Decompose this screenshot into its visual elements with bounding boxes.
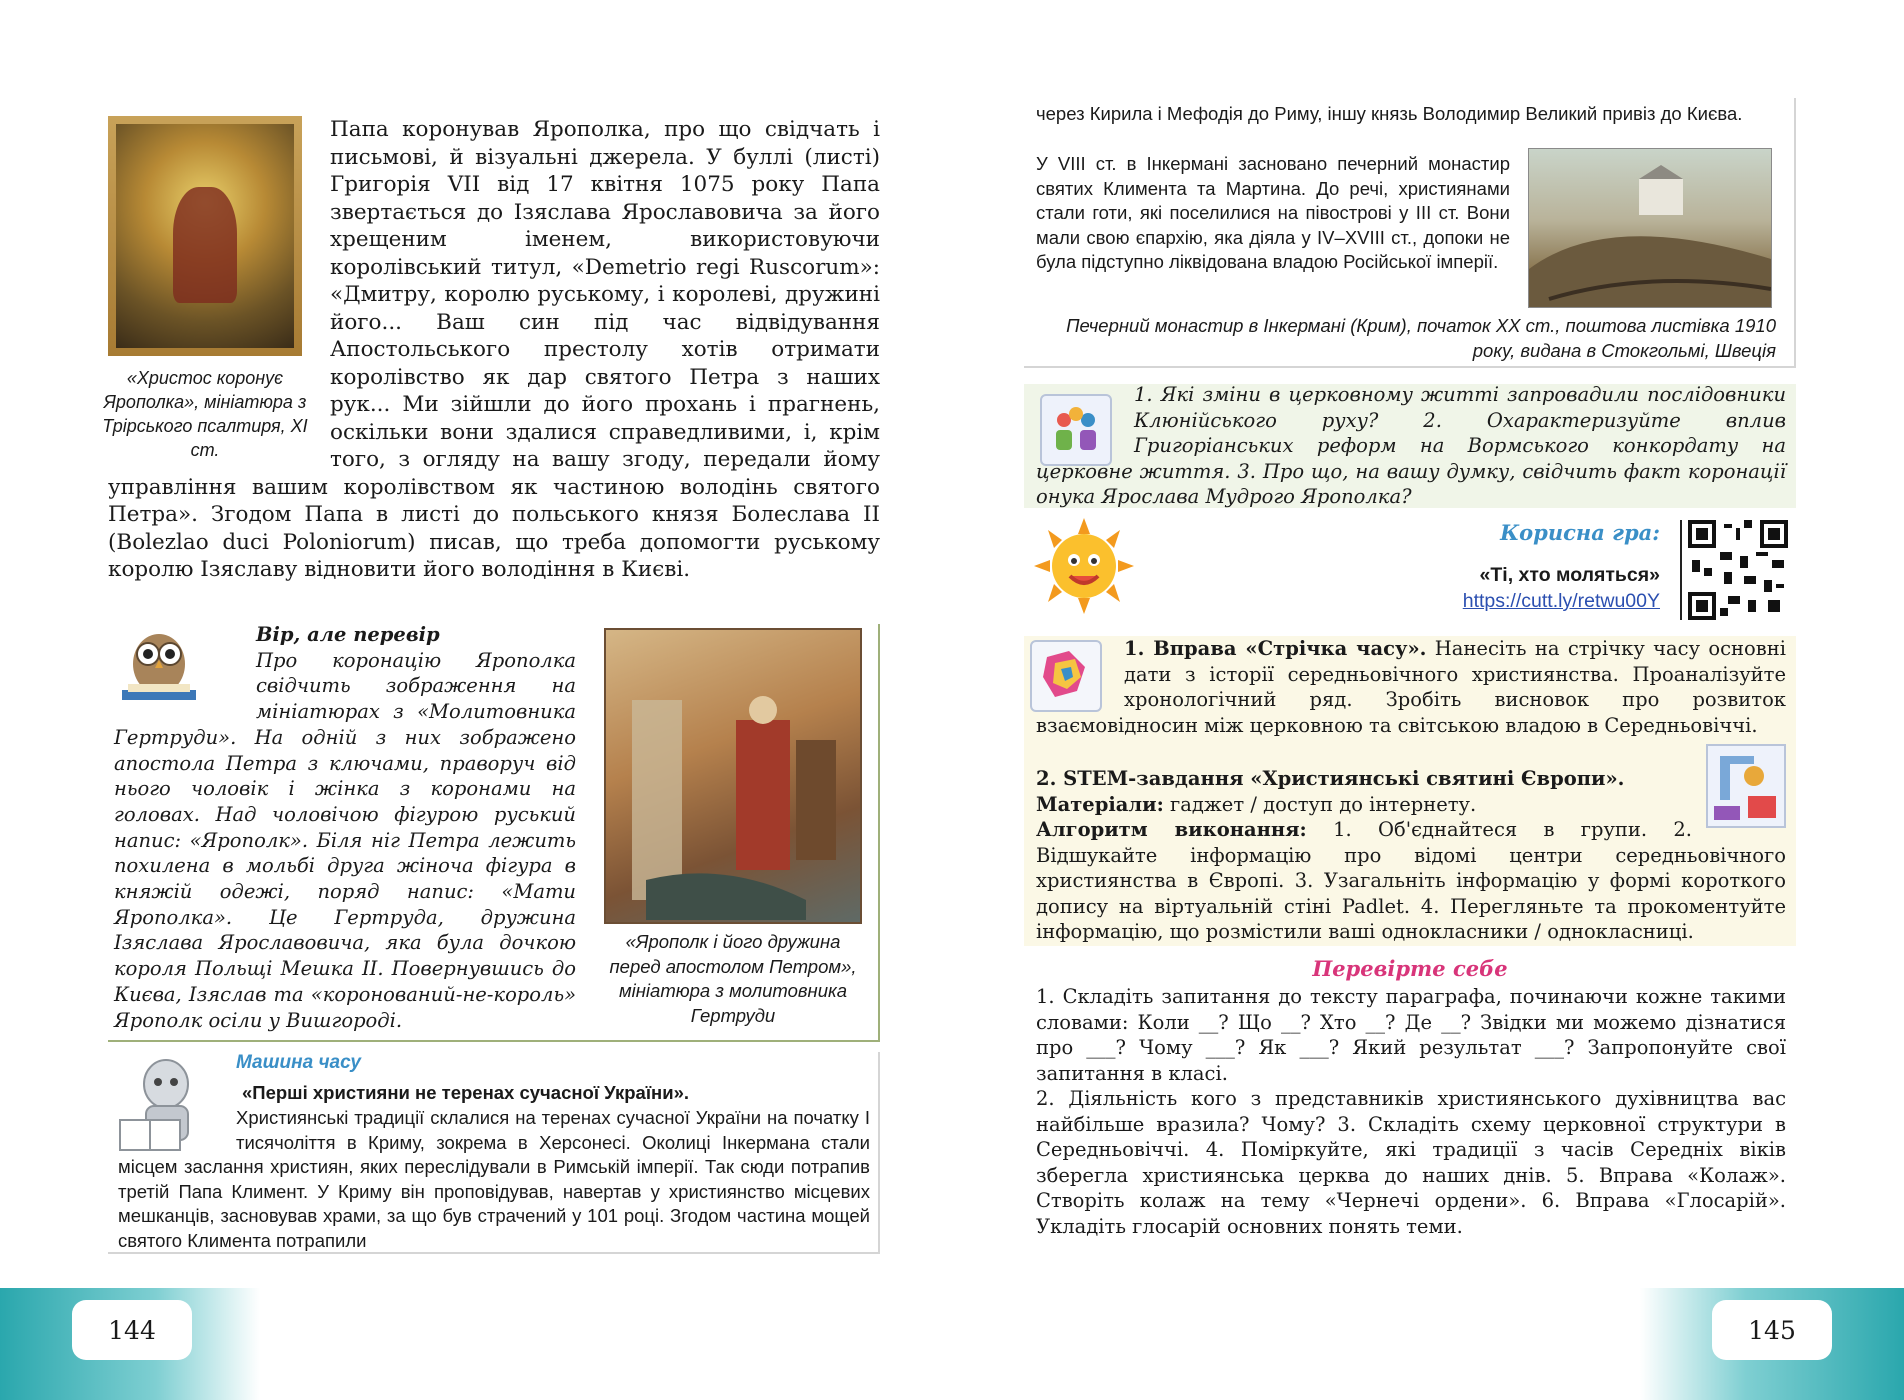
caption-gertrude: «Ярополк і його дружина перед апостолом Петром», мініатюра з молитовника Гертруди	[609, 931, 857, 1026]
exercise-2-algorithm-label: Алгоритм виконання:	[1036, 818, 1307, 841]
check-title: Перевірте себе	[1312, 956, 1508, 981]
main-paragraph-text: Папа коронував Ярополка, про що свідчать і письмові, й візуальні джерела. У буллі (листі) Григорія VII від 17 квітня 1075 року Папа звертається до Ізяслава Ярославовича за його хрещеним іменем, використовуючи королівський титул, «Demetrio regi Ruscorum»: «Дмитру, королю руському, і королеві, дружині його... Ваш син під час відвідування Апостольського престолу хотів отримати королівство як дар святого Петра з наших рук... Ми зійшли до його прохань і прагнень, оскільки вони здалися справедливими, і, крім того, з огляду на вашу згоду, передали йому управління вашим королівством як частиною володінь святого Петра». Згодом Папа в листі до польського князя Болеслава II (Bolezlao duci Poloniorum) писав, що треба допомогти руському королю Ізяславу відновити його володіння в Києві.	[108, 117, 880, 582]
qr-code-icon[interactable]	[1680, 520, 1786, 620]
trust-verify-title: Вір, але перевір	[256, 623, 440, 646]
exercise-2-materials	[1036, 792, 1786, 818]
main-paragraph	[108, 116, 880, 584]
time-machine-text	[118, 1106, 870, 1252]
postcard-caption: Печерний монастир в Інкермані (Крим), початок XX ст., поштова листівка 1910 року, видана в Стокгольмі, Швеція	[1066, 315, 1776, 361]
exercise-1-text: Нанесіть на стрічку часу основні дати з історії середньовічного християнства. Проаналізуйте хронологічний ряд. Зробіть висновок про розвиток взаємовідносин між церковною та світською владою в Середньовіччі.	[1036, 637, 1787, 737]
time-machine-text-body: Християнські традиції склалися на теренах сучасної України на початку I тисячоліття в Криму, зокрема в Херсонесі. Околиці Інкермана стали місцем заслання християн, яких переслідували в Римській імперії. Так сюди потрапив третій Папа Климент. У Криму він проповідував, навертав у християнство місцевих мешканців, засновував храми, за що був страчений у 101 році. Згодом частина мощей святого Климента потрапили	[118, 1107, 870, 1251]
exercise-1-title: 1. Вправа «Стрічка часу».	[1124, 637, 1427, 660]
game-title: «Ті, хто моляться»	[1479, 564, 1660, 586]
trust-verify-block	[114, 622, 576, 1033]
time-machine-title: Машина часу	[236, 1052, 361, 1073]
game-link[interactable]: https://cutt.ly/retwu00Y	[1462, 590, 1660, 612]
time-machine-heading: «Перші християни не теренах сучасної України».	[242, 1082, 690, 1103]
questions-body: 1. Які зміни в церковному житті запровадили послідовники Клюнійського руху? 2. Охарактеризуйте вплив Григоріанських реформ на Вормського конкордату на церковне життя. 3. Про що, на вашу думку, свідчить факт коронації онука Ярослава Мудрого Ярополка?	[1036, 383, 1786, 508]
exercise-2-title: 2. STEM-завдання «Християнські святині Європи».	[1036, 767, 1625, 790]
game-label: Корисна гра:	[1500, 520, 1660, 545]
exercise-2	[1036, 766, 1786, 945]
inkerman-text: У VIII ст. в Інкермані засновано печерний монастир святих Климента та Мартина. До речі, християнами стали готи, які поселилися на півострові у III ст. Вони мали свою єпархію, яка діяла у IV–XVIII ст., допоки не була підступно ліквідована владою Російської імперії.	[1036, 153, 1510, 272]
sun-smiley-icon	[1034, 518, 1134, 614]
check-question-2: 2. Діяльність кого з представників християнського духівництва вас найбільше вразила? Чому? 3. Складіть схему церковної структури в Середньовіччі. 4. Поміркуйте, які традиції з часів Середніх віків зберегла християнська церква до наших днів. 5. Вправа «Колаж». Створіть колаж на тему «Чернечі ордени». 6. Вправа «Глосарій». Укладіть глосарій основних понять теми.	[1036, 1087, 1786, 1238]
page-number-left: 144	[72, 1300, 192, 1360]
questions-text	[1036, 382, 1786, 510]
check-questions	[1036, 984, 1786, 1239]
trust-verify-text: Про коронацію Ярополка свідчить зображення на мініатюрах з «Молитовника Гертруди». На одній з них зображено апостола Петра з ключами, праворуч від нього чоловік і жінка з коронами на головах. Над чоловічою фігурою руський напис: «Ярополк». Біля ніг Петра лежить похилена в мольбі друга жіноча фігура в княжій одежі, поряд напис: «Мати Ярополка». Це Гертруда, дружина Ізяслава Ярославовича, яка була дочкою короля Польщі Мешка II. Повернувшись до Києва, Ізяслав та «коронований-не-король» Ярополк осіли у Вишгороді.	[114, 648, 576, 1032]
continued-text: через Кирила і Мефодія до Риму, іншу князь Володимир Великий привіз до Києва.	[1036, 103, 1743, 124]
page-number-right: 145	[1712, 1300, 1832, 1360]
caption-christ: «Христос коронує Ярополка», мініатюра з Трірського псалтиря, XI ст.	[102, 368, 308, 460]
exercise-2-materials-value: гаджет / доступ до інтернету.	[1170, 792, 1477, 816]
check-question-1: 1. Складіть запитання до тексту параграфа, починаючи кожне такими словами: Коли __? Що __? Хто __? Де __? Звідки ми можемо дізнатися про ___? Чому ___? Як ___? Який результат ___? Запропонуйте свої запитання в класі.	[1036, 985, 1786, 1085]
gertrude-prayer-book-miniature	[604, 628, 862, 924]
exercise-1	[1036, 636, 1786, 738]
exercise-2-algorithm	[1036, 817, 1786, 945]
inkerman-postcard-image	[1528, 148, 1772, 308]
exercise-2-materials-label: Матеріали:	[1036, 792, 1164, 816]
exercise-2-algorithm-text: 1. Об'єднайтеся в групи. 2. Відшукайте інформацію про відомі центри середньовічного християнства в Європі. 3. Узагальніть інформацію у формі короткого допису на віртуальній стіні Padlet. 4. Перегляньте та прокоментуйте інформацію, що розмістили ваші однокласники / однокласниці.	[1036, 818, 1786, 943]
